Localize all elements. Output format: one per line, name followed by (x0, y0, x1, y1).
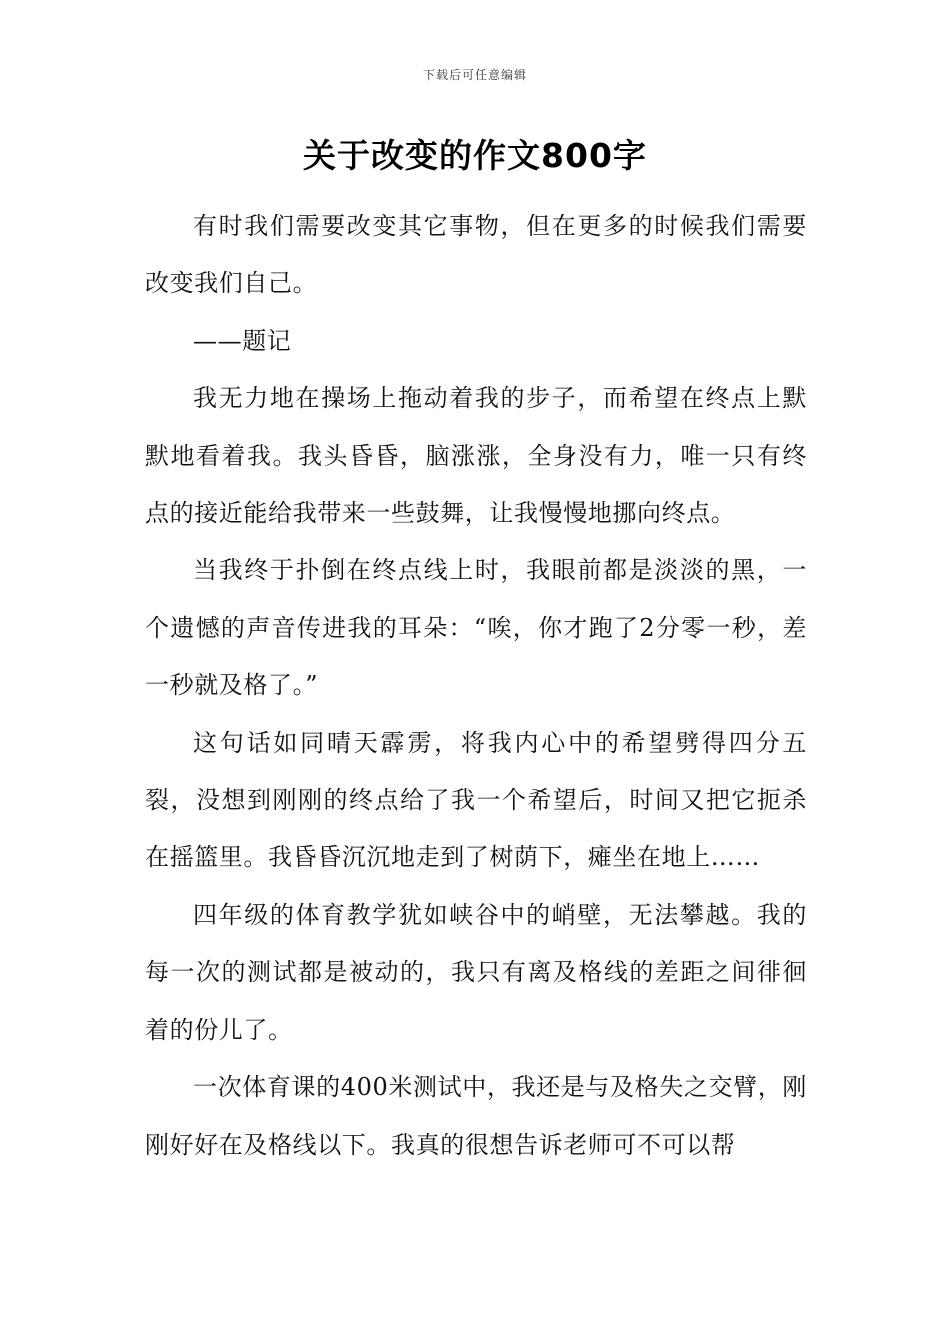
paragraph-epigraph: 有时我们需要改变其它事物，但在更多的时候我们需要改变我们自己。 (145, 212, 807, 298)
document-title: 关于改变的作文800字 (303, 136, 647, 175)
paragraph-epigraph-source: ——题记 (193, 326, 292, 355)
header-note: 下载后可任意编辑 (422, 68, 527, 82)
paragraph: 我无力地在操场上拖动着我的步子，而希望在终点上默默地看着我。我头昏昏，脑涨涨，全身没有力，唯一只有终点的接近能给我带来一些鼓舞，让我慢慢地挪向终点。 (145, 384, 807, 528)
paragraph: 这句话如同晴天霹雳，将我内心中的希望劈得四分五裂，没想到刚刚的终点给了我一个希望后，时间又把它扼杀在摇篮里。我昏昏沉沉地走到了树荫下，瘫坐在地上…… (145, 728, 807, 872)
paragraph: 当我终于扑倒在终点线上时，我眼前都是淡淡的黑，一个遗憾的声音传进我的耳朵：“唉，你才跑了2分零一秒，差一秒就及格了。” (145, 556, 807, 700)
paragraph: 四年级的体育教学犹如峡谷中的峭壁，无法攀越。我的每一次的测试都是被动的，我只有离及格线的差距之间徘徊着的份儿了。 (145, 900, 807, 1044)
paragraph: 一次体育课的400米测试中，我还是与及格失之交臂，刚刚好好在及格线以下。我真的很想告诉老师可不可以帮 (145, 1073, 807, 1159)
document-body (145, 198, 807, 1174)
